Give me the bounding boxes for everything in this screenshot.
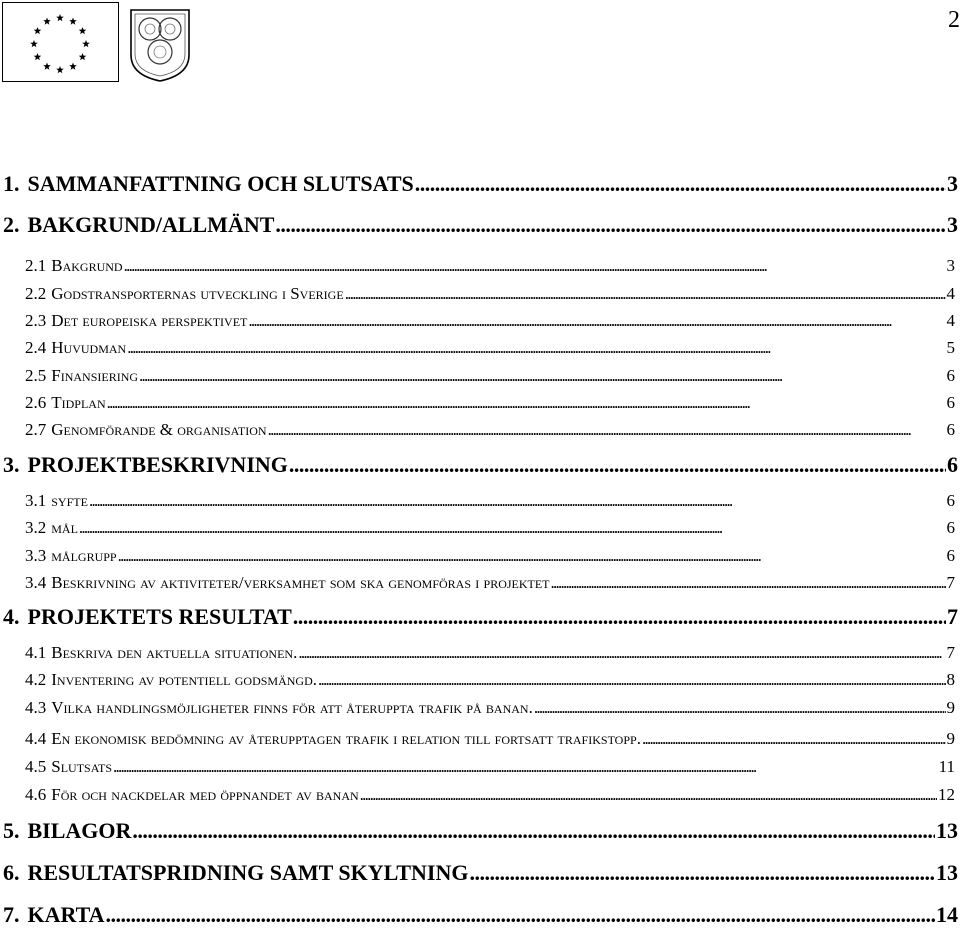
toc-entry-number: 3. bbox=[3, 452, 20, 477]
toc-entry-title: målgrupp bbox=[51, 546, 117, 565]
dot-leader bbox=[360, 785, 937, 805]
toc-entry[interactable] bbox=[25, 698, 955, 718]
dot-leader bbox=[275, 212, 946, 238]
toc-entry-number: 1. bbox=[3, 171, 20, 196]
toc-entry-title: Beskriva den aktuella situationen. bbox=[51, 643, 298, 662]
dot-leader bbox=[118, 546, 946, 566]
toc-entry-page: 7 bbox=[946, 643, 955, 662]
toc-entry-title: RESULTATSPRIDNING SAMT SKYLTNING bbox=[27, 860, 469, 885]
toc-entry[interactable] bbox=[25, 785, 955, 805]
toc-entry-title: PROJEKTETS RESULTAT bbox=[27, 604, 292, 629]
toc-entry[interactable] bbox=[3, 604, 958, 630]
toc-entry-title: Godstransporternas utveckling i Sverige bbox=[51, 284, 344, 303]
toc-entry-page: 7 bbox=[947, 604, 958, 629]
coat-of-arms-logo bbox=[128, 7, 192, 83]
toc-entry[interactable] bbox=[25, 284, 955, 304]
toc-entry-number: 3.3 bbox=[25, 546, 47, 565]
toc-entry-title: Slutsats bbox=[51, 757, 113, 776]
toc-entry-page: 6 bbox=[946, 518, 955, 537]
toc-entry-page: 4 bbox=[946, 311, 955, 330]
dot-leader bbox=[293, 604, 946, 630]
toc-entry-page: 6 bbox=[946, 420, 955, 439]
dot-leader bbox=[534, 698, 946, 718]
toc-entry[interactable] bbox=[3, 860, 958, 886]
toc-entry-page: 3 bbox=[946, 256, 955, 275]
toc-entry[interactable] bbox=[25, 546, 955, 566]
toc-entry-page: 3 bbox=[947, 171, 958, 196]
dot-leader bbox=[289, 452, 946, 478]
toc-entry-page: 5 bbox=[946, 338, 955, 357]
toc-entry[interactable] bbox=[3, 212, 958, 238]
toc-entry[interactable] bbox=[25, 643, 955, 663]
star-icon bbox=[82, 40, 90, 47]
dot-leader bbox=[127, 338, 945, 358]
toc-entry-number: 6. bbox=[3, 860, 20, 885]
toc-entry-number: 3.4 bbox=[25, 573, 47, 592]
dot-leader bbox=[642, 729, 946, 749]
toc-entry-title: För och nackdelar med öppnandet av banan bbox=[51, 785, 359, 804]
page-number: 2 bbox=[948, 7, 960, 33]
toc-entry[interactable] bbox=[25, 256, 955, 276]
star-icon bbox=[69, 17, 77, 24]
toc-entry-title: Tidplan bbox=[51, 393, 106, 412]
star-icon bbox=[69, 63, 77, 70]
toc-entry-number: 5. bbox=[3, 818, 20, 843]
star-icon bbox=[34, 53, 42, 60]
toc-entry[interactable] bbox=[25, 366, 955, 386]
toc-entry[interactable] bbox=[25, 518, 955, 538]
toc-entry-number: 2.6 bbox=[25, 393, 47, 412]
eu-stars-icon bbox=[25, 11, 95, 77]
toc-entry[interactable] bbox=[25, 420, 955, 440]
toc-entry-number: 4.5 bbox=[25, 757, 47, 776]
toc-entry-page: 12 bbox=[938, 785, 955, 804]
toc-entry-page: 8 bbox=[946, 670, 955, 689]
dot-leader bbox=[139, 366, 945, 386]
toc-entry[interactable] bbox=[3, 818, 958, 844]
toc-entry[interactable] bbox=[25, 757, 955, 777]
toc-entry-page: 13 bbox=[936, 860, 958, 885]
toc-entry-title: Beskrivning av aktiviteter/verksamhet som ska genomföras i projektet bbox=[51, 573, 550, 592]
toc-entry-number: 2.7 bbox=[25, 420, 47, 439]
toc-entry-page: 6 bbox=[946, 491, 955, 510]
toc-entry-page: 6 bbox=[947, 452, 958, 477]
toc-entry-number: 2.2 bbox=[25, 284, 47, 303]
dot-leader bbox=[469, 860, 935, 886]
toc-entry-page: 9 bbox=[946, 698, 955, 717]
toc-entry-page: 14 bbox=[936, 902, 958, 927]
star-icon bbox=[34, 27, 42, 34]
toc-entry-title: BILAGOR bbox=[27, 818, 132, 843]
toc-entry-title: En ekonomisk bedömning av återupptagen trafik i relation till fortsatt trafikstopp. bbox=[51, 729, 641, 748]
dot-leader bbox=[124, 256, 946, 276]
dot-leader bbox=[248, 311, 945, 331]
toc-entry-number: 3.2 bbox=[25, 518, 47, 537]
star-icon bbox=[79, 27, 87, 34]
toc-entry-title: Huvudman bbox=[51, 338, 127, 357]
dot-leader bbox=[89, 491, 946, 511]
toc-entry-title: Vilka handlingsmöjligheter finns för att återuppta trafik på banan. bbox=[51, 698, 533, 717]
star-icon bbox=[56, 14, 64, 21]
toc-entry[interactable] bbox=[25, 338, 955, 358]
dot-leader bbox=[113, 757, 938, 777]
dot-leader bbox=[106, 902, 935, 928]
dot-leader bbox=[268, 420, 946, 440]
toc-entry-number: 2.3 bbox=[25, 311, 47, 330]
toc-entry-number: 4.3 bbox=[25, 698, 47, 717]
toc-entry-title: Genomförande & organisation bbox=[51, 420, 267, 439]
dot-leader bbox=[318, 670, 945, 690]
toc-entry-number: 4.4 bbox=[25, 729, 47, 748]
toc-entry-number: 2.1 bbox=[25, 256, 47, 275]
toc-entry[interactable] bbox=[3, 902, 958, 928]
toc-entry-page: 7 bbox=[946, 573, 955, 592]
toc-entry-title: syfte bbox=[51, 491, 88, 510]
dot-leader bbox=[345, 284, 946, 304]
toc-entry-number: 4. bbox=[3, 604, 20, 629]
toc-entry-page: 9 bbox=[946, 729, 955, 748]
toc-entry-page: 3 bbox=[947, 212, 958, 237]
star-icon bbox=[30, 40, 38, 47]
toc-entry[interactable] bbox=[25, 311, 955, 331]
toc-entry-page: 6 bbox=[946, 393, 955, 412]
dot-leader bbox=[107, 393, 946, 413]
toc-entry-number: 2. bbox=[3, 212, 20, 237]
toc-entry[interactable] bbox=[25, 573, 955, 593]
toc-entry-title: Det europeiska perspektivet bbox=[51, 311, 248, 330]
toc-entry-title: SAMMANFATTNING OCH SLUTSATS bbox=[27, 171, 414, 196]
toc-entry-title: Inventering av potentiell godsmängd. bbox=[51, 670, 318, 689]
dot-leader bbox=[551, 573, 946, 593]
toc-entry-title: Bakgrund bbox=[51, 256, 123, 275]
dot-leader bbox=[298, 643, 945, 663]
star-icon bbox=[43, 17, 51, 24]
dot-leader bbox=[79, 518, 946, 538]
toc-entry-page: 4 bbox=[946, 284, 955, 303]
toc-entry-title: PROJEKTBESKRIVNING bbox=[27, 452, 288, 477]
toc-entry-page: 6 bbox=[946, 366, 955, 385]
toc-entry-number: 4.6 bbox=[25, 785, 47, 804]
dot-leader bbox=[415, 171, 946, 197]
star-icon bbox=[43, 63, 51, 70]
eu-flag-logo bbox=[2, 2, 119, 82]
toc-entry[interactable] bbox=[25, 670, 955, 690]
toc-entry[interactable] bbox=[3, 452, 958, 478]
toc-entry-number: 4.2 bbox=[25, 670, 47, 689]
toc-entry-title: Finansiering bbox=[51, 366, 139, 385]
toc-entry-number: 2.4 bbox=[25, 338, 47, 357]
toc-entry-page: 13 bbox=[936, 818, 958, 843]
star-icon bbox=[56, 66, 64, 73]
toc-entry-page: 6 bbox=[946, 546, 955, 565]
toc-entry-number: 2.5 bbox=[25, 366, 47, 385]
star-icon bbox=[79, 53, 87, 60]
dot-leader bbox=[132, 818, 935, 844]
toc-entry[interactable] bbox=[25, 729, 955, 749]
toc-entry[interactable] bbox=[3, 171, 958, 197]
toc-entry-number: 7. bbox=[3, 902, 20, 927]
toc-entry-number: 4.1 bbox=[25, 643, 47, 662]
toc-entry-title: KARTA bbox=[27, 902, 105, 927]
toc-entry[interactable] bbox=[25, 393, 955, 413]
toc-entry-title: mål bbox=[51, 518, 78, 537]
toc-entry-title: BAKGRUND/ALLMÄNT bbox=[27, 212, 275, 237]
toc-entry-page: 11 bbox=[938, 757, 955, 776]
toc-entry-number: 3.1 bbox=[25, 491, 47, 510]
toc-entry[interactable] bbox=[25, 491, 955, 511]
